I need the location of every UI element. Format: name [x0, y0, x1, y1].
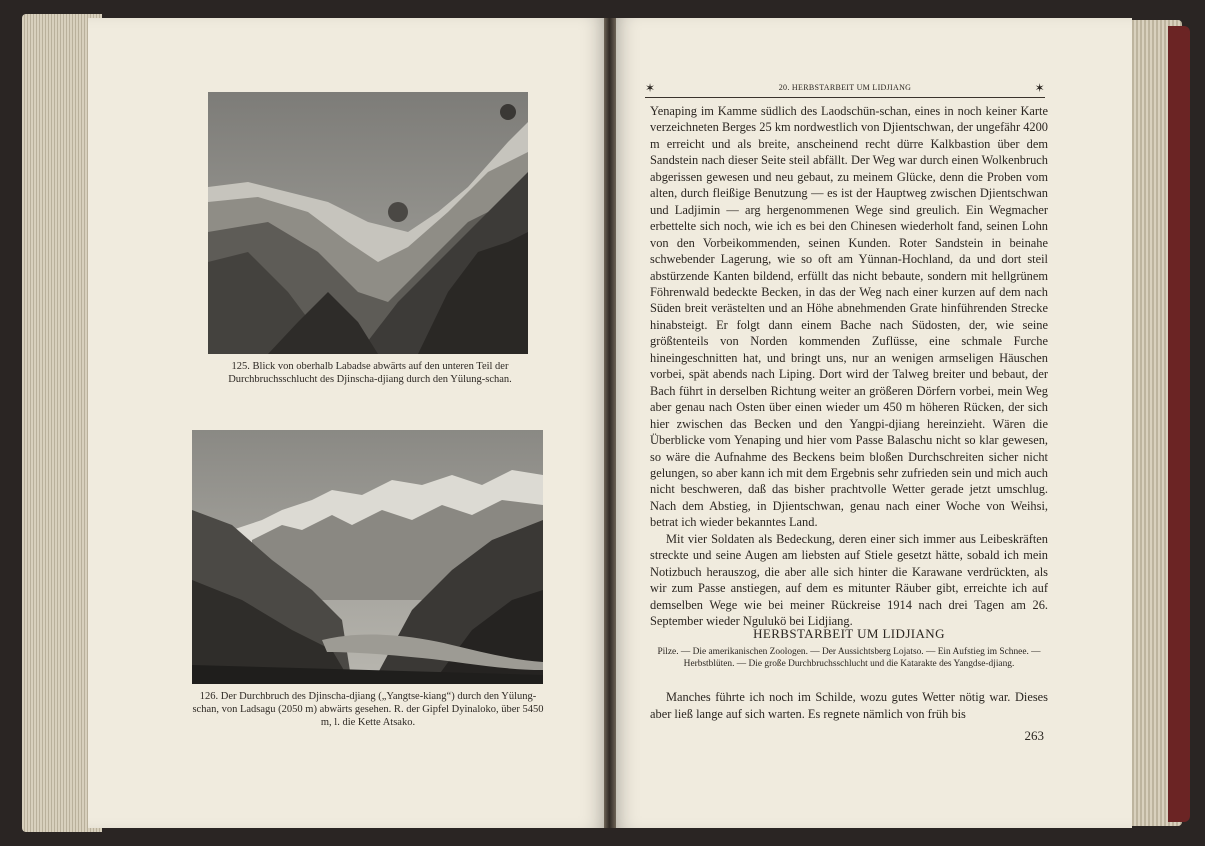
paragraph-2: Mit vier Soldaten als Bedeckung, deren einer sich immer aus Leibeskräften streckte und seine Augen am liebsten auf Stiele gesetzt hätte, sobald ich mein Notizbuch herauszog, die aber alle sich hinter die Karawane verdrückten, als wir zum Passe anstiegen, auf dem es mitunter Räuber gibt, erreichte ich auf demselben Wege wie bei meiner Rückreise 1914 nach drei Tagen am 26. September wieder Ngulukö bei Lidjiang. [650, 531, 1048, 629]
paragraph-1: Yenaping im Kamme südlich des Laodschün-schan, eines in noch keiner Karte verzeichneten Berges 25 km nordwestlich von Djientschwan, der ungefähr 4200 m erreicht und als breite, anscheinend recht dürre Kalkbastion über dem Sandstein nach dieser Seite steil abfällt. Der Weg war durch einen Wolkenbruch abgerissen gewesen und neu gebaut, zu meinem Glücke, denn die Proben vom alten, durch fleißige Benutzung — es ist der Hauptweg zwischen Djientschwan und Ladjimin — arg hergenommenen Wege sind greulich. Ein Wegmacher erbettelte sich noch, wie ich es bei den Chinesen wiederholt fand, seinen Lohn von den Vorbeikommenden, seinen Kunden. Roter Sandstein in beinahe schwebender Lagerung, wie so oft am Yünnan-Hochland, da und dort steil abstürzende Kanten bildend, erfüllt das nicht bebaute, sondern mit hellgrünem Föhrenwald bedeckte Becken, in das der Weg nach einer kurzen auf dem nach Süden breit verästelten und an Höhe abnehmenden Grate hinführenden Strecke hinabsteigt. Er folgt dann einem Bache nach Südosten, der, wie seine größtenteils von Norden kommenden Zuflüsse, eine schmale Furche hineingeschnitten hat, und bringt uns, nur an wenigen armseligen Häuschen vorbei, spät abends nach Liping. Dort wird der Talweg breiter und bebaut, der Bach führt in derselben Richtung weiter an größeren Dörfern vorbei, mein Weg aber genau nach Osten über einen wieder um 450 m höheren Rücken, der sich hier zwischen das Becken und den Yangpi-djiang hereinzieht. Wären die Überblicke vom Yenaping und hier vom Passe Balaschu nicht so klar gewesen, so wäre die Aufnahme des Beckens beim bloßen Durchschreiten sicher nicht gelungen, so aber kann ich mit dem Ergebnis sehr zufrieden sein und mich auch nicht beschweren, daß das bisher prachtvolle Wetter gerade jetzt umschlug. Nach dem Abstieg, in Djientschwan, genau nach einer Woche von Weihsi, betrat ich wieder bekanntes Land. [650, 104, 1048, 530]
running-head-left-mark: ✶ [645, 81, 656, 95]
section-first-paragraph: Manches führte ich noch im Schilde, wozu gutes Wetter nötig war. Dieses aber ließ lange auf sich warten. Es regnete nämlich von früh bis [650, 690, 1048, 721]
running-head-title: 20. HERBSTARBEIT UM LIDJIANG [778, 83, 912, 92]
body-text [650, 103, 1048, 630]
section-summary: Pilze. — Die amerikanischen Zoologen. — Der Aussichtsberg Lojatso. — Ein Aufstieg im Schnee. — Herbstblüten. — Die große Durchbruchsschlucht und die Katarakte des Yangdse-djiang. [657, 647, 1041, 669]
figure-125-photo [208, 92, 528, 354]
book-gutter [604, 18, 616, 828]
book-cover-edge [1168, 26, 1190, 822]
figure-126-photo [192, 430, 543, 684]
section-heading: HERBSTARBEIT UM LIDJIANG [753, 626, 945, 641]
running-head [645, 83, 1045, 98]
page-number: 263 [1024, 728, 1044, 743]
running-head-right-mark: ✶ [1034, 81, 1045, 95]
figure-126-caption: 126. Der Durchbruch des Djinscha-djiang („Yangtse-kiang“) durch den Yülung-schan, von Ladsagu (2050 m) abwärts gesehen. R. der Gipfel Dyinaloko, über 5450 m, l. die Kette Atsako. [192, 691, 544, 728]
figure-125-caption: 125. Blick von oberhalb Labadse abwärts auf den unteren Teil der Durchbruchsschlucht des Djinscha-djiang durch den Yülung-schan. [228, 361, 512, 385]
